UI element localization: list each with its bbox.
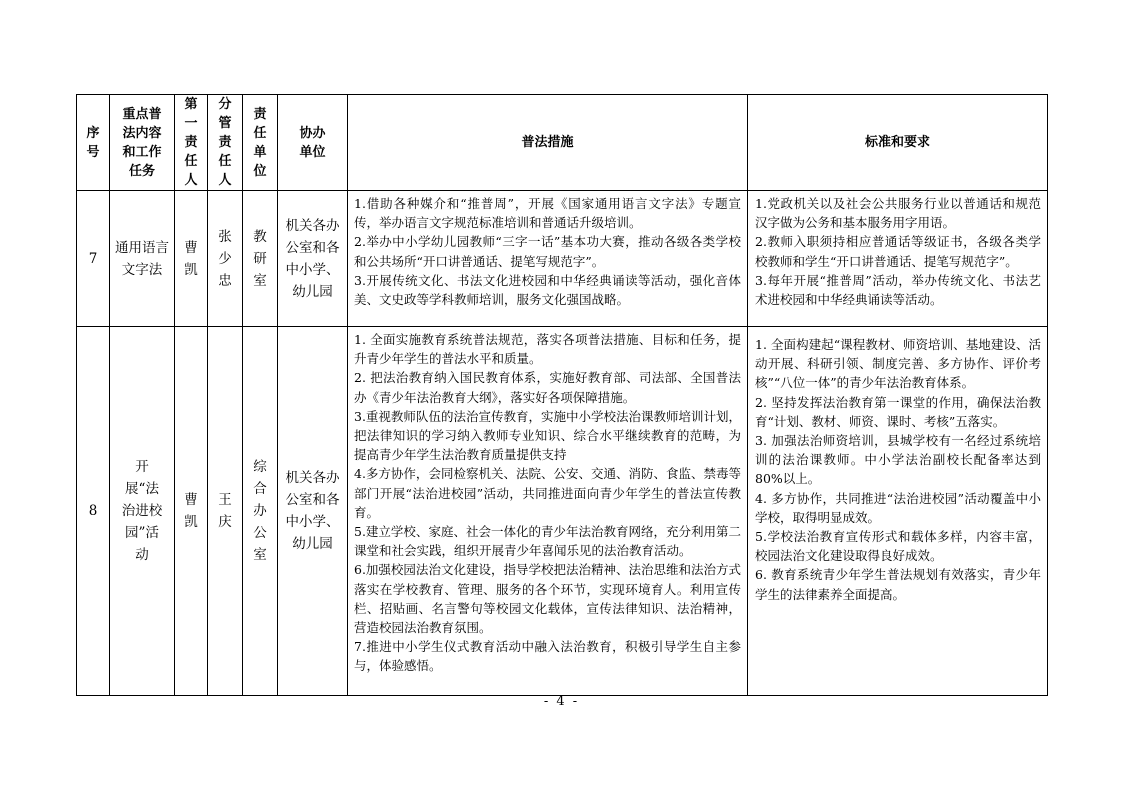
header-task: 重点普法内容和工作任务 [110,95,175,191]
standard-item: 3.每年开展“推普周”活动，举办传统文化、书法艺术进校园和中华经典诵读等活动。 [755,272,1041,308]
header-measures: 普法措施 [348,95,748,191]
measure-item: 2.举办中小学幼儿园教师“三字一话”基本功大赛，推动各级各类学校和公共场所“开口讲普通话、提笔写规范字”。 [354,234,741,269]
row-responsible-unit: 综合办公室 [243,327,278,696]
row-measures [348,191,748,327]
standard-item: 4. 多方协作，共同推进“法治进校园”活动覆盖中小学校，取得明显成效。 [755,490,1041,525]
measure-item: 2. 把法治教育纳入国民教育体系，实施好教育部、司法部、全国普法办《青少年法治教育大纲》，落实好各项保障措施。 [354,370,741,405]
standard-item: 6. 教育系统青少年学生普法规划有效落实，青少年学生的法律素养全面提高。 [755,567,1041,602]
table-row [77,191,1048,327]
standard-item: 3. 加强法治师资培训，县城学校有一名经过系统培训的法治课教师。中小学法治副校长配备率达到80%以上。 [755,433,1041,487]
row-measures [348,327,748,696]
row-standards [748,327,1048,696]
standard-item: 2. 坚持发挥法治教育第一课堂的作用，确保法治教育“计划、教材、师资、课时、考核”五落实。 [755,394,1041,429]
row-assisting-units: 机关各办公室和各中小学、幼儿园 [278,327,348,696]
row-assisting-units: 机关各办公室和各中小学、幼儿园 [278,191,348,327]
page-number: - 4 - [543,694,580,709]
law-plan-table [76,94,1048,696]
header-first: 第一责任人 [175,95,208,191]
table-row [77,327,1048,696]
measure-item: 6.加强校园法治文化建设，指导学校把法治精神、法治思维和法治方式落实在学校教育、管理、服务的各个环节，实现环境育人。利用宣传栏、招贴画、名言警句等校园文化载体，宣传法律知识、法治精神，营造校园法治教育氛围。 [354,562,741,636]
measure-item: 7.推进中小学生仪式教育活动中融入法治教育，积极引导学生自主参与，体验感悟。 [354,639,741,674]
header-unit: 责任单位 [243,95,278,191]
row-first-person: 曹凯 [175,191,208,327]
header-row [77,95,1048,191]
header-seq: 序号 [77,95,110,191]
standard-item: 1. 全面构建起“课程教材、师资培训、基地建设、活动开展、科研引领、制度完善、多方协作、评价考核”“八位一体”的青少年法治教育体系。 [755,337,1041,391]
measure-item: 5.建立学校、家庭、社会一体化的青少年法治教育网络，充分利用第二课堂和社会实践，组织开展青少年喜闻乐见的法治教育活动。 [354,524,741,559]
measure-item: 3.重视教师队伍的法治宣传教育，实施中小学校法治课教师培训计划，把法律知识的学习纳入教师专业知识、综合水平继续教育的范畴，为提高青少年学生法治教育质量提供支持 [354,408,741,463]
standard-item: 1.党政机关以及社会公共服务行业以普通话和规范汉字做为公务和基本服务用字用语。 [755,196,1041,231]
standard-item: 5.学校法治教育宣传形式和载体多样，内容丰富，校园法治文化建设取得良好成效。 [755,529,1041,564]
measure-item: 3.开展传统文化、书法文化进校园和中华经典诵读等活动，强化音体美、文史政等学科教师培训，服务文化强国战略。 [354,272,741,308]
header-charge: 分管责任人 [208,95,243,191]
row-task: 通用语言文字法 [110,191,175,327]
row-person-in-charge: 王庆 [208,327,243,696]
row-task: 开展“法治进校园”活动 [110,327,175,696]
measure-item: 1.借助各种媒介和“推普周”，开展《国家通用语言文字法》专题宣传，举办语言文字规范标准培训和普通话升级培训。 [354,196,741,231]
row-standards [748,191,1048,327]
standard-item: 2.教师入职须持相应普通话等级证书，各级各类学校教师和学生“开口讲普通话、提笔写规范字”。 [755,234,1041,269]
header-assist: 协办单位 [278,95,348,191]
row-first-person: 曹凯 [175,327,208,696]
row-responsible-unit: 教研室 [243,191,278,327]
row-seq: 7 [77,191,110,327]
measure-item: 1. 全面实施教育系统普法规范，落实各项普法措施、目标和任务，提升青少年学生的普法水平和质量。 [354,332,741,367]
row-seq: 8 [77,327,110,696]
measure-item: 4.多方协作，会同检察机关、法院、公安、交通、消防、食监、禁毒等部门开展“法治进校园”活动，共同推进面向青少年学生的普法宣传教育。 [354,466,741,520]
header-standards: 标准和要求 [748,95,1048,191]
row-person-in-charge: 张少忠 [208,191,243,327]
